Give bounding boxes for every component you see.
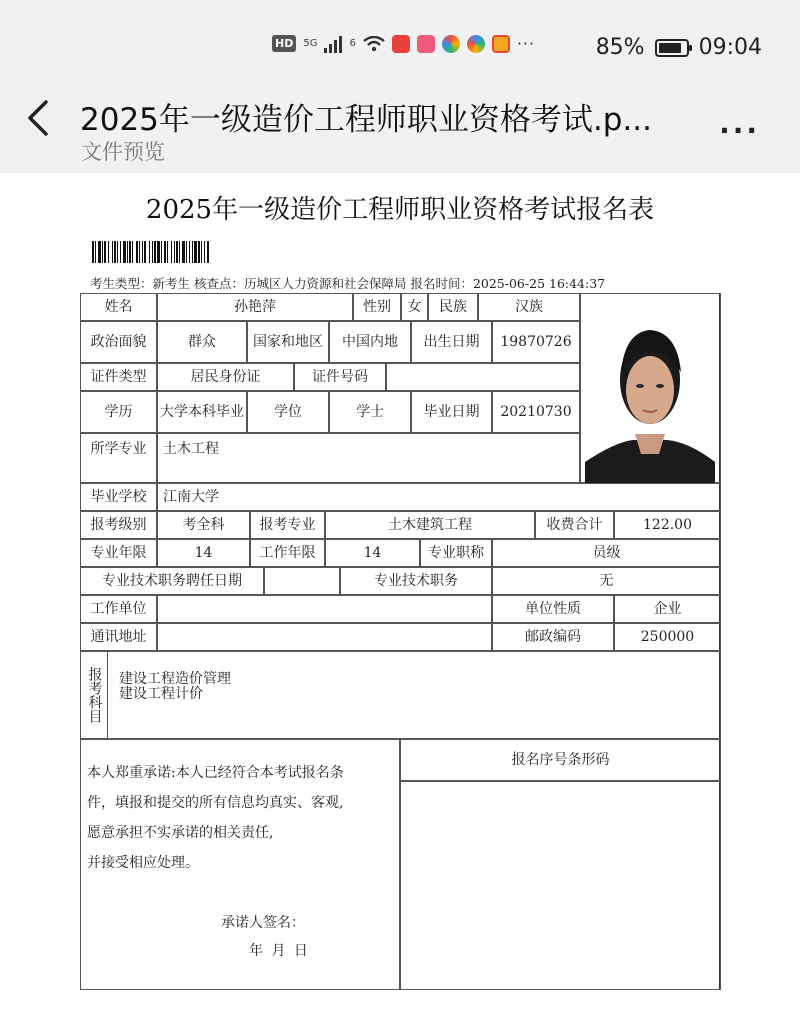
clock: 09:04 xyxy=(698,35,762,60)
name-value: 孙艳萍 xyxy=(157,293,353,321)
region-value: 中国内地 xyxy=(329,321,411,363)
edu-value: 大学本科毕业 xyxy=(157,391,247,433)
status-icons xyxy=(272,34,535,53)
degree-label: 学位 xyxy=(247,391,329,433)
edu-label: 学历 xyxy=(80,391,157,433)
subjects-label: 报考科目 xyxy=(86,667,103,723)
postcode-value: 250000 xyxy=(614,623,721,651)
promise-line: 本人郑重承诺:本人已经符合本考试报名条 xyxy=(87,765,344,781)
status-bar xyxy=(0,0,800,86)
network-6-icon: 6 xyxy=(349,37,356,49)
title-value: 员级 xyxy=(492,539,721,567)
tech-post-value: 无 xyxy=(492,567,721,595)
fee-label: 收费合计 xyxy=(535,511,614,539)
years-value: 14 xyxy=(157,539,250,567)
serial-barcode-label: 报名序号条形码 xyxy=(400,739,721,781)
address-label: 通讯地址 xyxy=(80,623,157,651)
unit-type-label: 单位性质 xyxy=(492,595,614,623)
app-pink-icon xyxy=(417,35,435,53)
years-label: 专业年限 xyxy=(80,539,157,567)
idno-label: 证件号码 xyxy=(294,363,386,391)
postcode-label: 邮政编码 xyxy=(492,623,614,651)
grad-date-value: 20210730 xyxy=(492,391,580,433)
employer-value xyxy=(157,595,492,623)
network-5g-icon: 5G xyxy=(303,37,318,49)
address-value xyxy=(157,623,492,651)
hire-date-label: 专业技术职务聘任日期 xyxy=(80,567,264,595)
document-preview[interactable] xyxy=(0,173,800,1014)
subject-item: 建设工程计价 xyxy=(119,686,203,702)
gender-label: 性别 xyxy=(353,293,401,321)
promise-line: 并接受相应处理。 xyxy=(87,855,199,871)
signal-icon xyxy=(324,35,342,53)
promise-line: 愿意承担不实承诺的相关责任, xyxy=(87,825,274,841)
work-years-label: 工作年限 xyxy=(250,539,325,567)
idtype-label: 证件类型 xyxy=(80,363,157,391)
level-label: 报考级别 xyxy=(80,511,157,539)
idtype-value: 居民身份证 xyxy=(157,363,294,391)
tech-post-label: 专业技术职务 xyxy=(340,567,492,595)
region-label: 国家和地区 xyxy=(247,321,329,363)
file-subtitle: 文件预览 xyxy=(81,140,165,164)
more-notifications-icon: ··· xyxy=(516,34,536,53)
name-label: 姓名 xyxy=(80,293,157,321)
registration-meta: 考生类型：新考生 核查点：历城区人力资源和社会保障局 报名时间：2025-06-25 16:44:37 xyxy=(90,276,606,291)
subjects-label-cell xyxy=(80,651,108,739)
work-years-value: 14 xyxy=(325,539,420,567)
exam-major-label: 报考专业 xyxy=(250,511,325,539)
school-label: 毕业学校 xyxy=(80,483,157,511)
barcode xyxy=(92,241,338,263)
applicant-photo xyxy=(585,302,715,484)
promise-content xyxy=(81,740,401,991)
level-value: 考全科 xyxy=(157,511,250,539)
app-colorful-icon-2 xyxy=(467,35,485,53)
unit-type-value: 企业 xyxy=(614,595,721,623)
signature-date: 年 月 日 xyxy=(249,943,310,959)
subjects-list xyxy=(119,672,231,702)
file-title: 2025年一级造价工程师职业资格考试.p... xyxy=(80,102,652,138)
promise-text xyxy=(87,758,387,878)
birth-label: 出生日期 xyxy=(411,321,492,363)
barcode-bar xyxy=(207,241,209,263)
politics-label: 政治面貌 xyxy=(80,321,157,363)
wifi-icon xyxy=(363,36,385,52)
app-red-icon xyxy=(392,35,410,53)
politics-value: 群众 xyxy=(157,321,247,363)
hire-date-value xyxy=(264,567,340,595)
fee-value: 122.00 xyxy=(614,511,721,539)
birth-value: 19870726 xyxy=(492,321,580,363)
back-icon[interactable] xyxy=(22,98,58,138)
gender-value: 女 xyxy=(401,293,428,321)
signature-label: 承诺人签名： xyxy=(221,915,305,931)
major-label: 所学专业 xyxy=(80,433,157,483)
battery-percent: 85% xyxy=(595,35,645,60)
subject-item: 建设工程造价管理 xyxy=(119,671,231,687)
hd-icon: HD xyxy=(272,35,296,52)
document-title: 2025年一级造价工程师职业资格考试报名表 xyxy=(145,195,655,225)
major-value: 土木工程 xyxy=(157,433,580,483)
grad-date-label: 毕业日期 xyxy=(411,391,492,433)
more-options-icon[interactable]: ··· xyxy=(719,114,760,147)
ethnic-label: 民族 xyxy=(428,293,478,321)
app-orange-icon xyxy=(492,35,510,53)
serial-barcode-area xyxy=(400,781,721,990)
promise-line: 件，填报和提交的所有信息均真实、客观, xyxy=(87,795,344,811)
app-colorful-icon xyxy=(442,35,460,53)
registration-form xyxy=(80,293,720,990)
school-value: 江南大学 xyxy=(157,483,721,511)
ethnic-value: 汉族 xyxy=(478,293,580,321)
battery-icon xyxy=(655,39,689,57)
title-label: 专业职称 xyxy=(420,539,492,567)
exam-major-value: 土木建筑工程 xyxy=(325,511,535,539)
status-right xyxy=(596,35,762,60)
app-header xyxy=(0,86,800,173)
idno-value xyxy=(386,363,580,391)
employer-label: 工作单位 xyxy=(80,595,157,623)
degree-value: 学士 xyxy=(329,391,411,433)
